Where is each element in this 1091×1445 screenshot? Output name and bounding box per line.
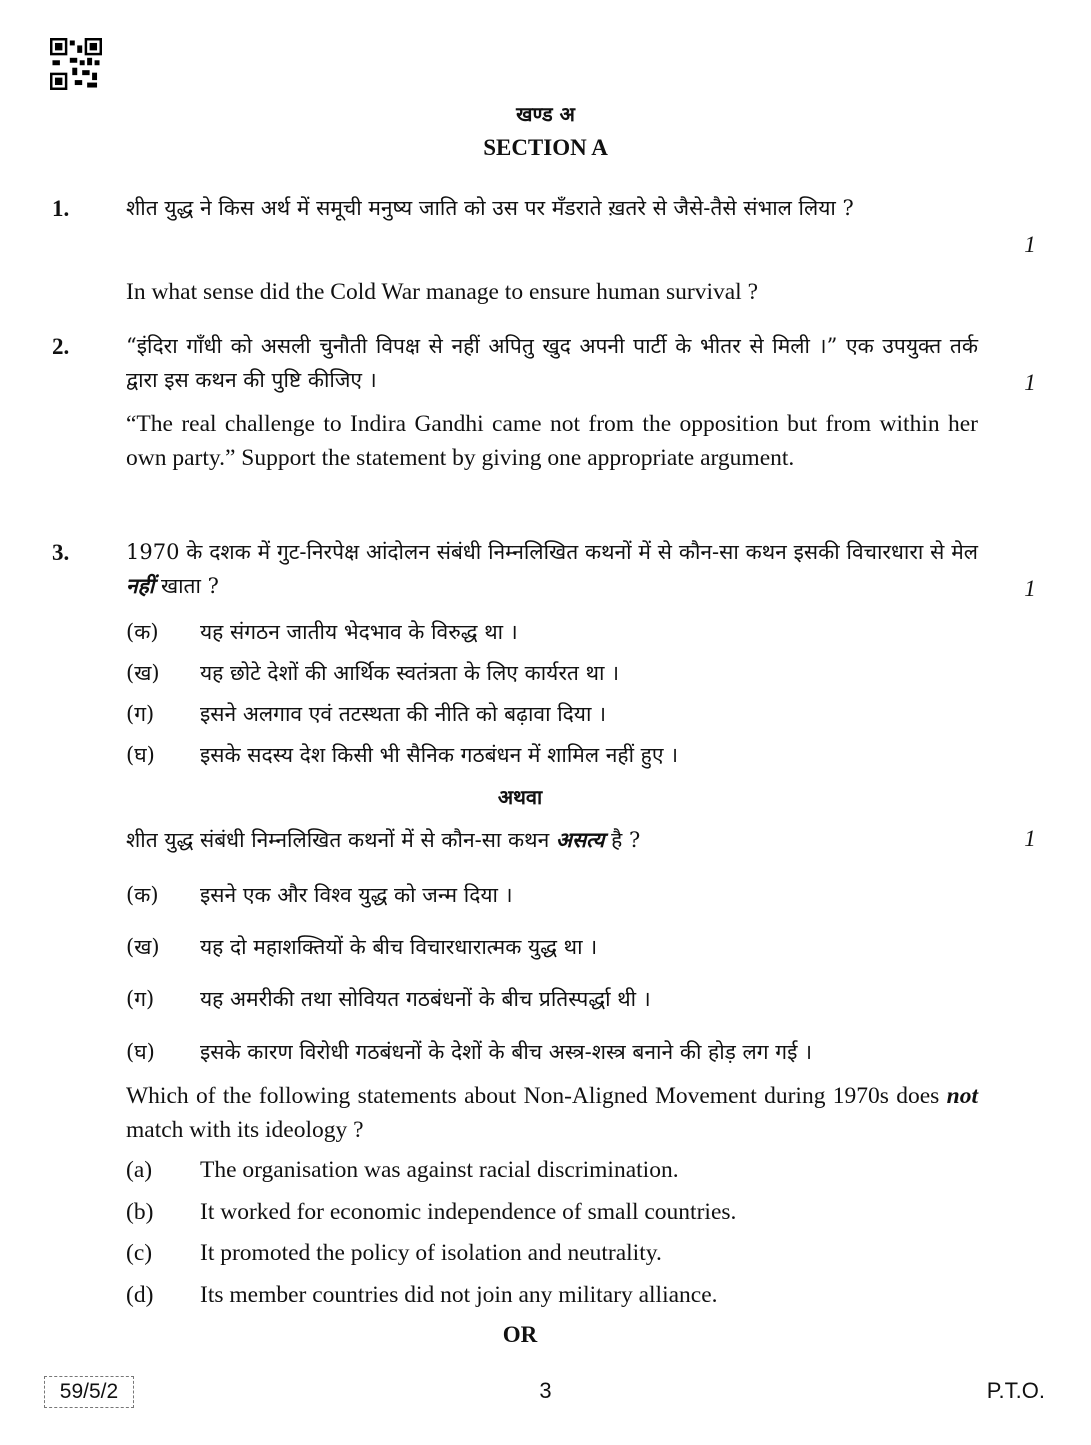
qr-code-icon [50,38,102,90]
option-en-a: (a) The organisation was against racial discrimination. [126,1157,679,1183]
question-1-number: 1. [52,196,70,221]
question-3-hindi: 1970 के दशक में गुट-निरपेक्ष आंदोलन संबंधी निम्नलिखित कथनों में से कौन-सा कथन इसकी विचारधारा से मेल नहीं खाता ? [126,540,978,598]
or-separator-english: OR [502,1322,538,1347]
question-2-english: “The real challenge to Indira Gandhi came not from the opposition but from within her own party.” Support the statement by giving one appropriate argument. [126,411,978,471]
emphasis-not-hindi: नहीं [126,573,155,598]
question-2-marks: 1 [1024,370,1036,395]
alt-option-hi-kha: (ख) यह दो महाशक्तियों के बीच विचारधारात्मक युद्ध था । [126,935,598,959]
option-hi-gha: (घ) इसके सदस्य देश किसी भी सैनिक गठबंधन में शामिल नहीं हुए । [126,743,679,767]
question-3-alt-marks: 1 [1024,826,1036,851]
option-hi-kha: (ख) यह छोटे देशों की आर्थिक स्वतंत्रता के लिए कार्यरत था । [126,661,620,685]
question-3-alt-hindi: शीत युद्ध संबंधी निम्नलिखित कथनों में से कौन-सा कथन असत्य है ? [126,827,641,852]
question-3-english: Which of the following statements about Non-Aligned Movement during 1970s does not match with its ideology ? [126,1083,978,1143]
alt-option-hi-gha: (घ) इसके कारण विरोधी गठबंधनों के देशों के बीच अस्त्र-शस्त्र बनाने की होड़ लग गई । [126,1040,813,1064]
question-3-marks: 1 [1024,576,1036,601]
question-1-english: In what sense did the Cold War manage to ensure human survival ? [126,279,759,305]
question-2-number: 2. [52,334,70,359]
question-3-number: 3. [52,540,70,565]
option-hi-ka: (क) यह संगठन जातीय भेदभाव के विरुद्ध था । [126,620,518,644]
option-en-d: (d) Its member countries did not join any military alliance. [126,1282,718,1308]
question-2-hindi: “इंदिरा गाँधी को असली चुनौती विपक्ष से नहीं अपितु खुद अपनी पार्टी के भीतर से मिली ।” एक उपयुक्त तर्क द्वारा इस कथन की पुष्टि कीजिए । [126,334,978,392]
alt-option-hi-ga: (ग) यह अमरीकी तथा सोवियत गठबंधनों के बीच प्रतिस्पर्द्धा थी । [126,987,651,1011]
paper-code: 59/5/2 [44,1376,134,1408]
or-separator-hindi: अथवा [497,785,543,809]
please-turn-over: P.T.O. [986,1378,1045,1403]
page-number: 3 [539,1378,552,1403]
option-en-b: (b) It worked for economic independence of small countries. [126,1199,737,1225]
question-1-marks: 1 [1024,232,1036,257]
emphasis-not-english: not [946,1083,978,1109]
option-hi-ga: (ग) इसने अलगाव एवं तटस्थता की नीति को बढ़ावा दिया । [126,702,607,726]
question-1-hindi: शीत युद्ध ने किस अर्थ में समूची मनुष्य जाति को उस पर मँडराते ख़तरे से जैसे-तैसे संभाल लिया ? [126,196,854,220]
emphasis-false-hindi: असत्य [555,827,605,852]
section-heading-english: SECTION A [483,135,608,160]
alt-option-hi-ka: (क) इसने एक और विश्व युद्ध को जन्म दिया । [126,883,513,907]
section-heading-hindi: खण्ड अ [516,102,575,126]
option-en-c: (c) It promoted the policy of isolation and neutrality. [126,1240,662,1266]
